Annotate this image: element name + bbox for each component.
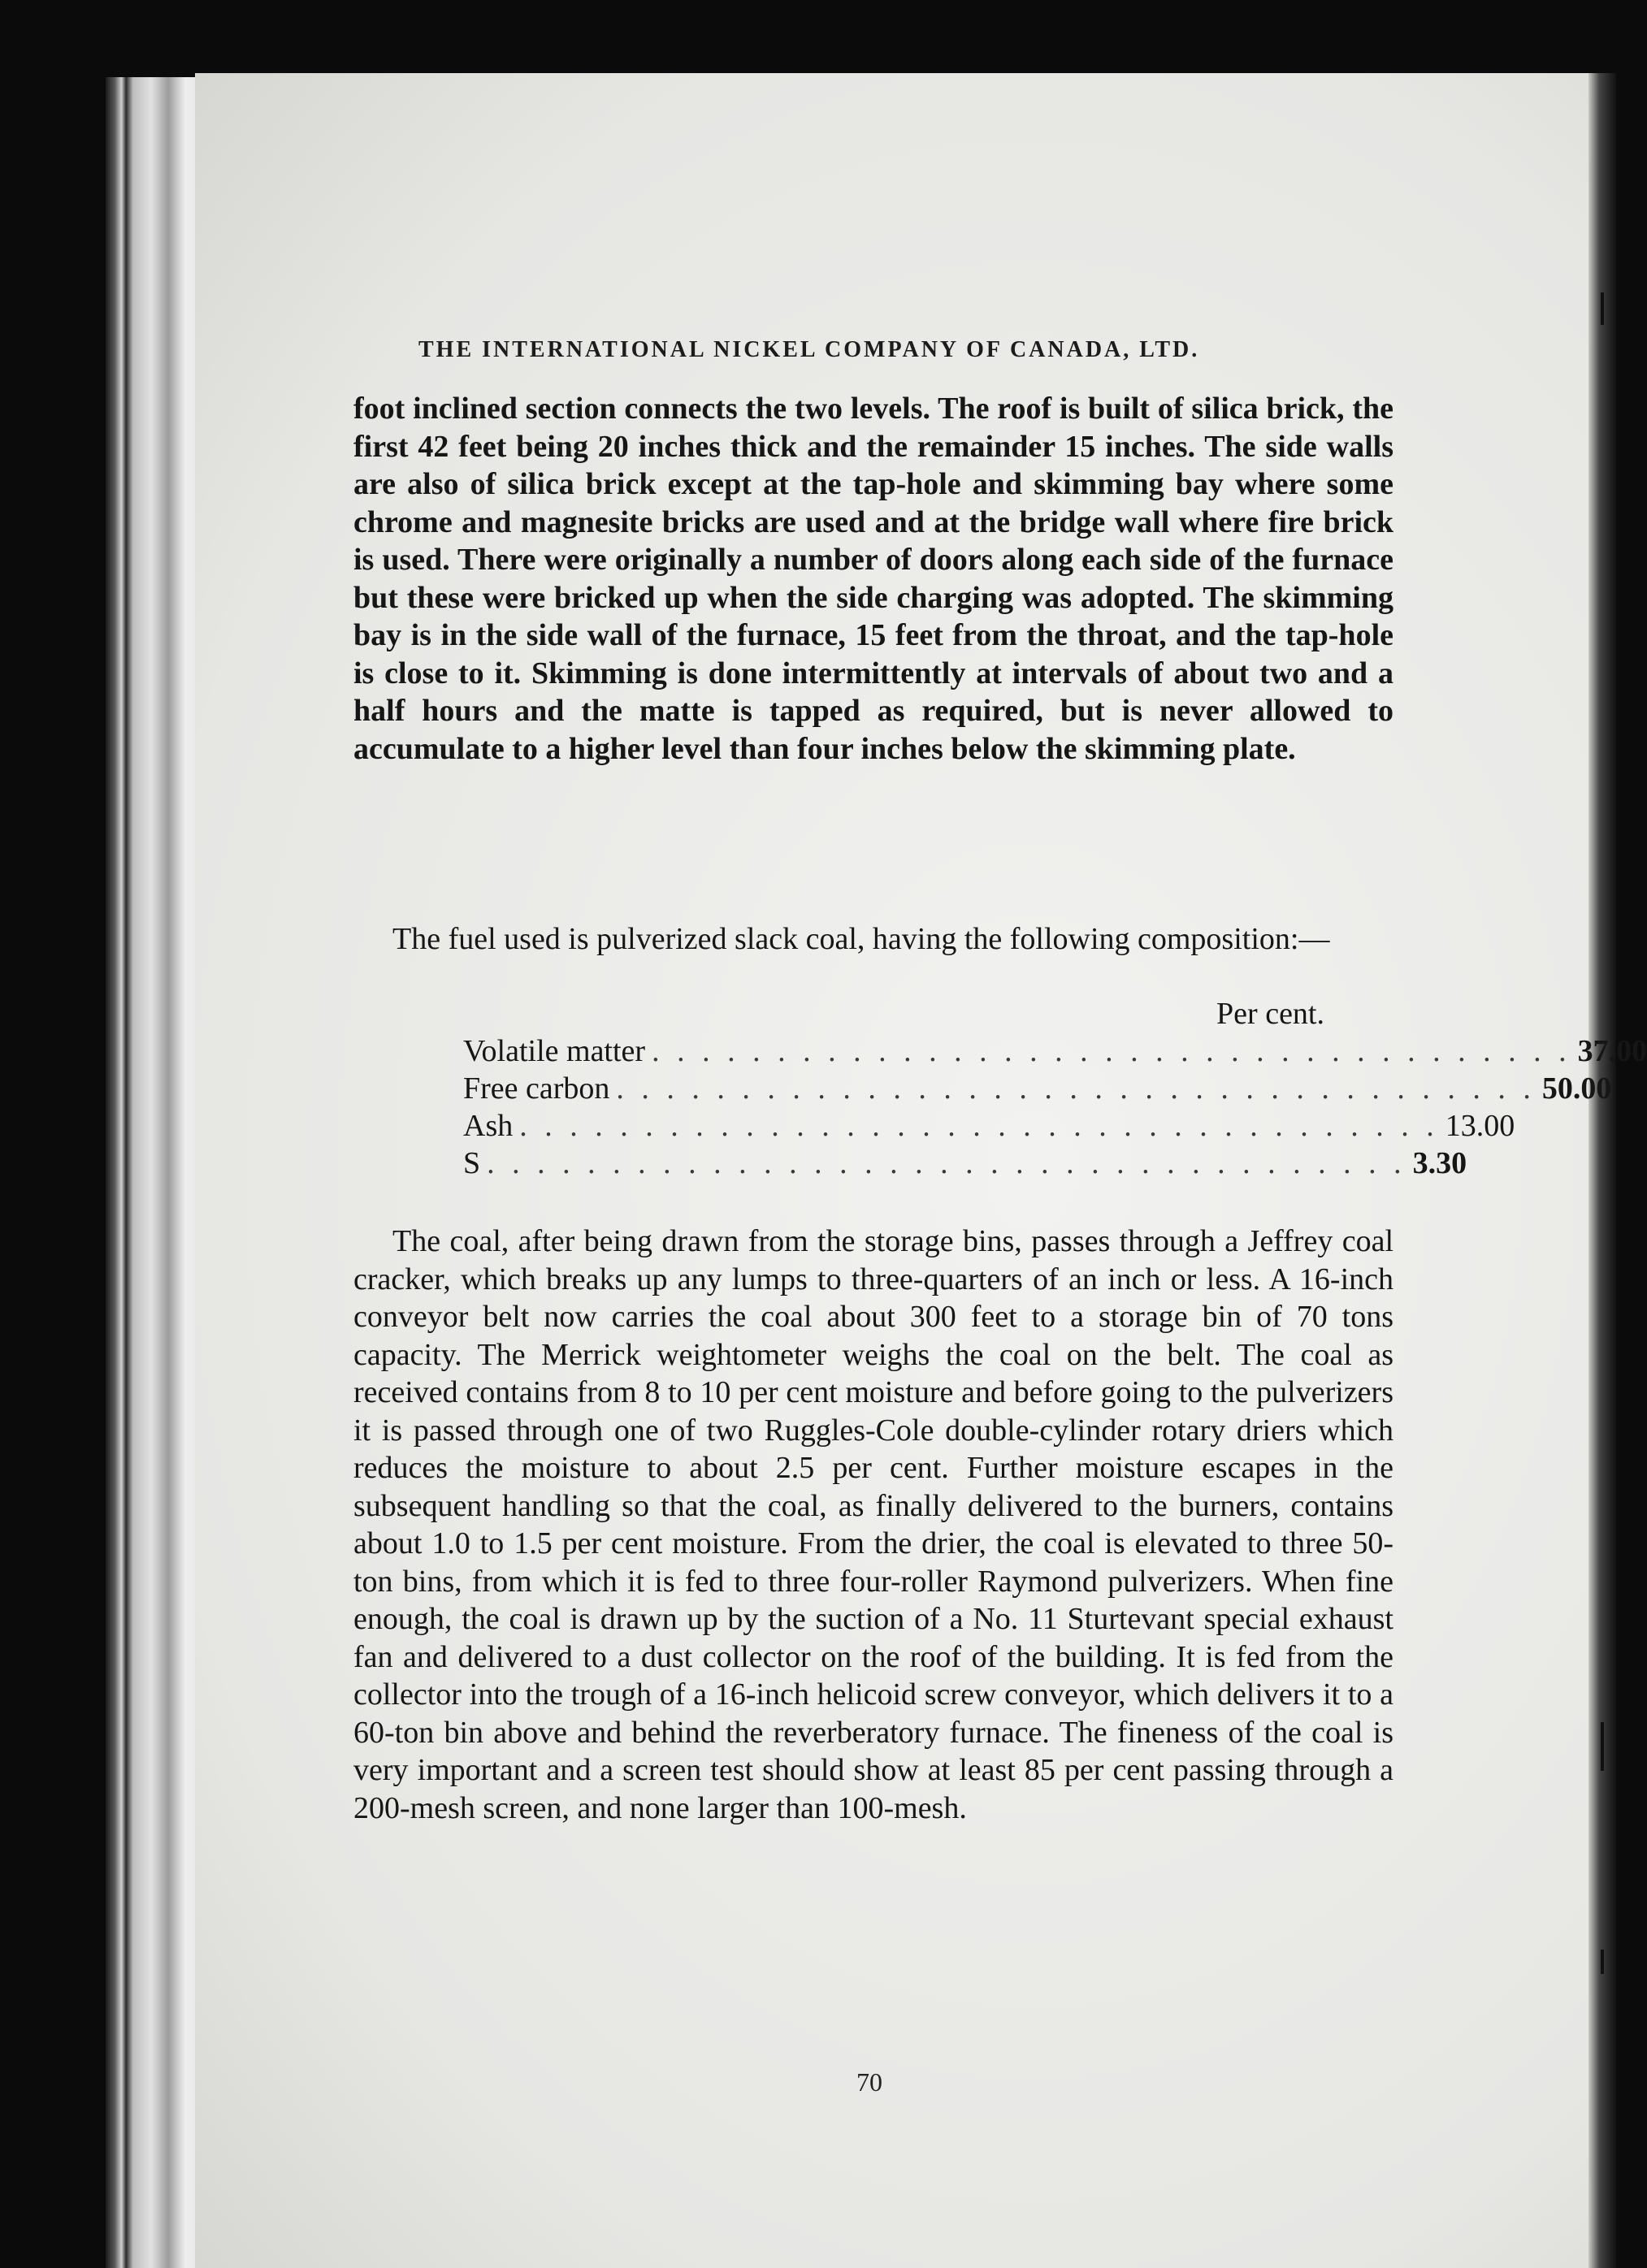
edge-mark — [1601, 1722, 1604, 1771]
composition-label: Ash — [463, 1109, 514, 1143]
composition-row — [463, 1032, 1647, 1070]
composition-value: 3.30 — [1412, 1146, 1467, 1180]
composition-table — [463, 995, 1647, 1182]
leader-dots: . . . . . . . . . . . . . . . . . . . . . . . . . . . . . . . . . . . . . — [519, 1109, 1439, 1143]
leader-dots: . . . . . . . . . . . . . . . . . . . . . . . . . . . . . . . . . . . . . — [616, 1071, 1536, 1106]
paragraph-3 — [353, 1223, 1393, 1827]
composition-label: Volatile matter — [463, 1034, 646, 1068]
running-head: THE INTERNATIONAL NICKEL COMPANY OF CANADA, LTD. — [418, 337, 1200, 362]
composition-value: 37.00 — [1577, 1034, 1647, 1068]
composition-header: Per cent. — [1216, 997, 1324, 1031]
edge-mark — [1601, 292, 1604, 325]
paragraph-2 — [353, 920, 1393, 959]
paragraph-3-text: The coal, after being drawn from the storage bins, passes through a Jeffrey coal cracker, which breaks up any lumps to three-quarters of an inch or less. A 16-inch conveyor belt now carries the coal about 300 feet to a storage bin of 70 tons capacity. The Merrick weightometer weighs the coal on the belt. The coal as received contains from 8 to 10 per cent moisture and before going to the pulverizers it is passed through one of two Ruggles-Cole double-cylinder rotary driers which reduces the moisture to about 2.5 per cent. Further moisture escapes in the subsequent handling so that the coal, as finally delivered to the burners, contains about 1.0 to 1.5 per cent moisture. From the drier, the coal is elevated to three 50-ton bins, from which it is fed to three four-roller Raymond pulverizers. When fine enough, the coal is drawn up by the suction of a No. 11 Sturtevant special exhaust fan and delivered to a dust collector on the roof of the building. It is fed from the collector into the trough of a 16-inch helicoid screw conveyor, which delivers it to a 60-ton bin above and behind the reverberatory furnace. The fineness of the coal is very important and a screen test should show at least 85 per cent passing through a 200-mesh screen, and none larger than 100-mesh. — [353, 1224, 1393, 1825]
paragraph-1 — [353, 390, 1393, 768]
composition-label: Free carbon — [463, 1071, 610, 1106]
composition-row — [463, 1070, 1612, 1107]
page-number: 70 — [856, 2067, 882, 2097]
composition-label: S — [463, 1146, 481, 1180]
composition-row — [463, 1107, 1515, 1145]
page-right-edge — [1588, 73, 1616, 2268]
paragraph-1-text: foot inclined section connects the two levels. The roof is built of silica brick, the first 42 feet being 20 inches thick and the remainder 15 inches. The side walls are also of silica brick except at the tap-hole and skimming bay where some chrome and magnesite bricks are used and at the bridge wall where fire brick is used. There were originally a number of doors along each side of the furnace but these were bricked up when the side charging was adopted. The skimming bay is in the side wall of the furnace, 15 feet from the throat, and the tap-hole is close to it. Skimming is done intermittently at intervals of about two and a half hours and the matte is tapped as required, but is never allowed to accumulate to a higher level than four inches below the skimming plate. — [353, 392, 1393, 766]
leader-dots: . . . . . . . . . . . . . . . . . . . . . . . . . . . . . . . . . . . . . — [652, 1034, 1571, 1068]
composition-value: 50.00 — [1541, 1071, 1612, 1106]
composition-row — [463, 1145, 1467, 1182]
composition-value: 13.00 — [1445, 1109, 1515, 1143]
edge-mark — [1601, 1950, 1604, 1974]
leader-dots: . . . . . . . . . . . . . . . . . . . . . . . . . . . . . . . . . . . . . — [487, 1146, 1406, 1180]
paragraph-2-text: The fuel used is pulverized slack coal, having the following composition:— — [392, 922, 1330, 956]
